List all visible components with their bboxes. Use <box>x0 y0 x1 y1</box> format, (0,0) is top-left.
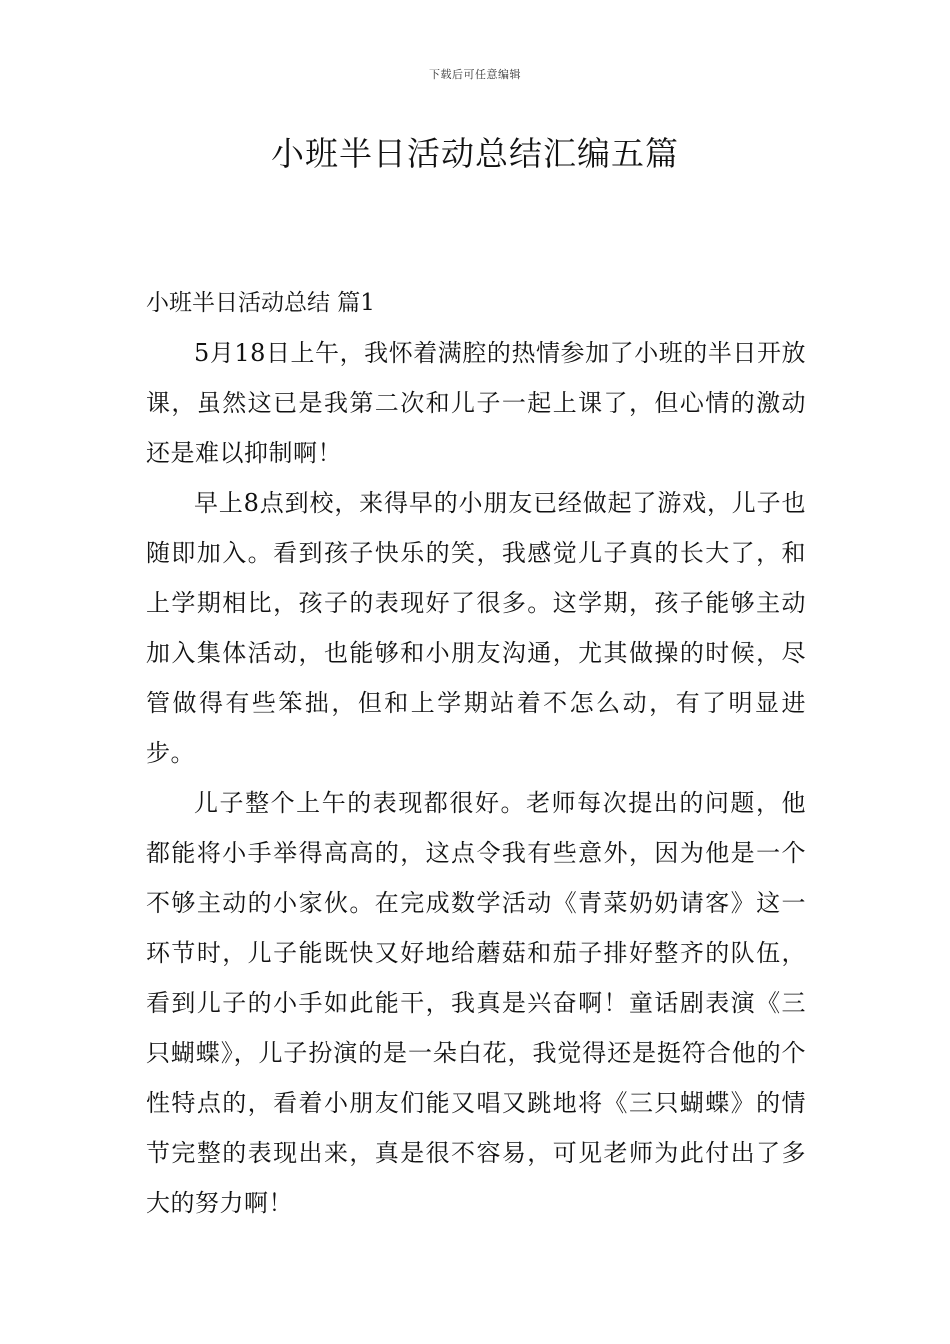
paragraph-2: 早上8点到校，来得早的小朋友已经做起了游戏，儿子也随即加入。看到孩子快乐的笑，我感觉儿子真的长大了，和上学期相比，孩子的表现好了很多。这学期，孩子能够主动加入集体活动，也能够和小朋友沟通，尤其做操的时候，尽管做得有些笨拙，但和上学期站着不怎么动，有了明显进步。 <box>146 489 806 767</box>
paragraph-1: 5月18日上午，我怀着满腔的热情参加了小班的半日开放课，虽然这已是我第二次和儿子一起上课了，但心情的激动还是难以抑制啊！ <box>146 339 806 467</box>
body-text <box>146 328 806 1228</box>
document-title: 小班半日活动总结汇编五篇 <box>271 134 679 173</box>
header-note: 下载后可任意编辑 <box>429 68 521 81</box>
section-heading: 小班半日活动总结 篇1 <box>146 290 375 316</box>
paragraph-3: 儿子整个上午的表现都很好。老师每次提出的问题，他都能将小手举得高高的，这点令我有些意外，因为他是一个不够主动的小家伙。在完成数学活动《青菜奶奶请客》这一环节时，儿子能既快又好地给蘑菇和茄子排好整齐的队伍，看到儿子的小手如此能干，我真是兴奋啊！童话剧表演《三只蝴蝶》，儿子扮演的是一朵白花，我觉得还是挺符合他的个性特点的，看着小朋友们能又唱又跳地将《三只蝴蝶》的情节完整的表现出来，真是很不容易，可见老师为此付出了多大的努力啊！ <box>146 789 806 1217</box>
